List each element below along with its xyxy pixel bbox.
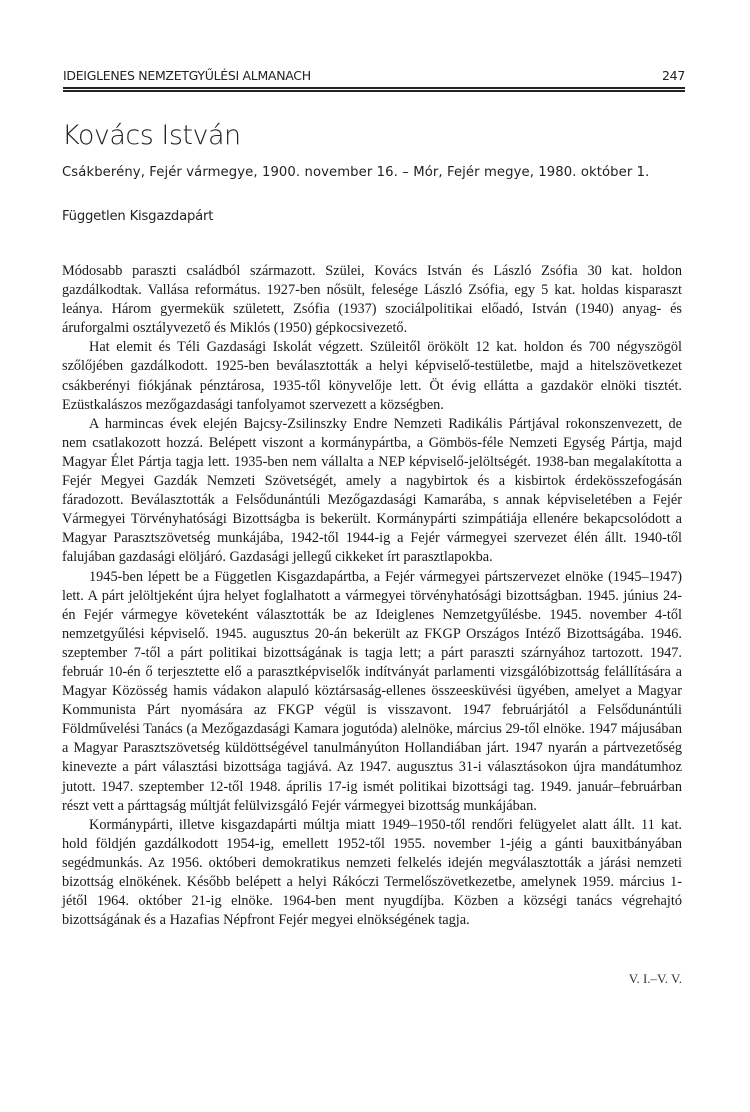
paragraph: Hat elemit és Téli Gazdasági Iskolát végzett. Szüleitől örökölt 12 kat. holdon és 700 négyszögöl szőlőjében gazdálkodott. 1925-ben beválasztották a helyi képviselő-testületbe, majd a hitelszövetkezet csákberényi fiókjának pénztárosa, 1935-től könyvelője lett. Öt évig ellátta a gazdakör elnöki tisztét. Ezüstkalászos mezőgazdasági tanfolyamot szervezett a községben. [62, 339, 682, 413]
page-number: 247 [662, 68, 685, 83]
author-signature: V. I.–V. V. [628, 971, 682, 986]
header-rule-top [63, 87, 685, 89]
paragraph: 1945-ben lépett be a Független Kisgazdapártba, a Fejér vármegyei pártszervezet elnöke (1945–1947) lett. A párt jelöltjeként újra helyet foglalhatott a vármegyei törvényhatósági bizottságban. 1945. június 24-én Fejér vármegye követeként választották be az Ideiglenes Nemzetgyűlésbe. 1945. november 4-től nemzetgyűlési képviselő. 1945. augusztus 20-án bekerült az FKGP Országos Intéző Bizottságába. 1946. szeptember 7-től a párt politikai bizottságának is tagja lett; a párt paraszti szárnyához tartozott. 1947. február 10-én ő terjesztette elő a parasztképviselők indítványát parlamenti vizsgálóbizottság felállítására a Magyar Közösség hamis vádakon alapuló köztársaság-ellenes összeesküvési ügyében, amelyet a Magyar Kommunista Párt nyomására az FKGP végül is visszavont. 1947 februárjától a Felsődunántúli Földművelési Tanács (a Mezőgazdasági Kamara jogutóda) alelnöke, március 29-től elnöke. 1947 májusában a Magyar Parasztszövetség küldöttségével tanulmányúton Hollandiában járt. 1947 nyarán a pártvezetőség kinevezte a párt választási bizottsága tagjává. Az 1947. augusztus 31-i választásokon újra mandátumhoz jutott. 1947. szeptember 12-től 1948. április 17-ig ismét politikai bizottsági tag. 1949. január–februárban részt vett a párttagság múltját felülvizsgáló Fejér vármegyei bizottság munkájában. [62, 568, 682, 814]
running-title: IDEIGLENES NEMZETGYŰLÉSI ALMANACH [63, 68, 311, 83]
entry-dates: Csákberény, Fejér vármegye, 1900. november 16. – Mór, Fejér megye, 1980. október 1. [62, 165, 650, 180]
paragraph: Kormánypárti, illetve kisgazdapárti múltja miatt 1949–1950-től rendőri felügyelet alatt állt. 11 kat. hold földjén gazdálkodott 1954-ig, emellett 1952-től 1955. november 1-jéig a gánti bauxitbányában segédmunkás. Az 1956. októberi demokratikus nemzeti felkelés idején megválasztották a járási nemzeti bizottság elnökének. Később belépett a helyi Rákóczi Termelőszövetkezetbe, amelynek 1959. március 1-jétől 1964. október 21-ig elnöke. 1964-ben ment nyugdíjba. Közben a községi tanács végrehajtó bizottságának és a Hazafias Népfront Fejér megyei elnökségének tagja. [62, 816, 682, 929]
biography-body [62, 262, 682, 930]
header-rule-bottom [63, 90, 685, 92]
entry-name: Kovács István [62, 120, 241, 151]
entry-party: Független Kisgazdapárt [62, 209, 214, 224]
paragraph: Módosabb paraszti családból származott. Szülei, Kovács István és László Zsófia 30 kat. holdon gazdálkodtak. Vallása református. 1927-ben nősült, felesége László Zsófia, egy 5 kat. holdas kisparaszt leánya. Három gyermekük született, Zsófia (1937) szociálpolitikai előadó, István (1940) anyag- és áruforgalmi osztályvezető és Miklós (1950) gépkocsivezető. [62, 263, 682, 337]
running-head [63, 68, 685, 86]
paragraph: A harmincas évek elején Bajcsy-Zsilinszky Endre Nemzeti Radikális Pártjával rokonszenvezett, de nem csatlakozott hozzá. Belépett viszont a kormánypártba, a Gömbös-féle Nemzeti Egység Pártja, majd Magyar Élet Pártja tagja lett. 1935-ben nem vállalta a NEP képviselő-jelöltségét. 1938-ban megalakította a Fejér Megyei Gazdák Nemzeti Szövetségét, amely a nagybirtok és a kisbirtok érdekösszefogásán fáradozott. Beválasztották a Felsődunántúli Mezőgazdasági Kamarába, s annak képviseletében a Fejér Vármegyei Törvényhatósági Bizottságba is bekerült. Kormánypárti szimpátiája ellenére bekapcsolódott a Magyar Parasztszövetség munkájába, 1942-től 1944-ig a Fejér vármegyei szervezet élén állt. 1940-től falujában gazdasági elöljáró. Gazdasági jellegű cikkeket írt parasztlapokba. [62, 415, 682, 566]
